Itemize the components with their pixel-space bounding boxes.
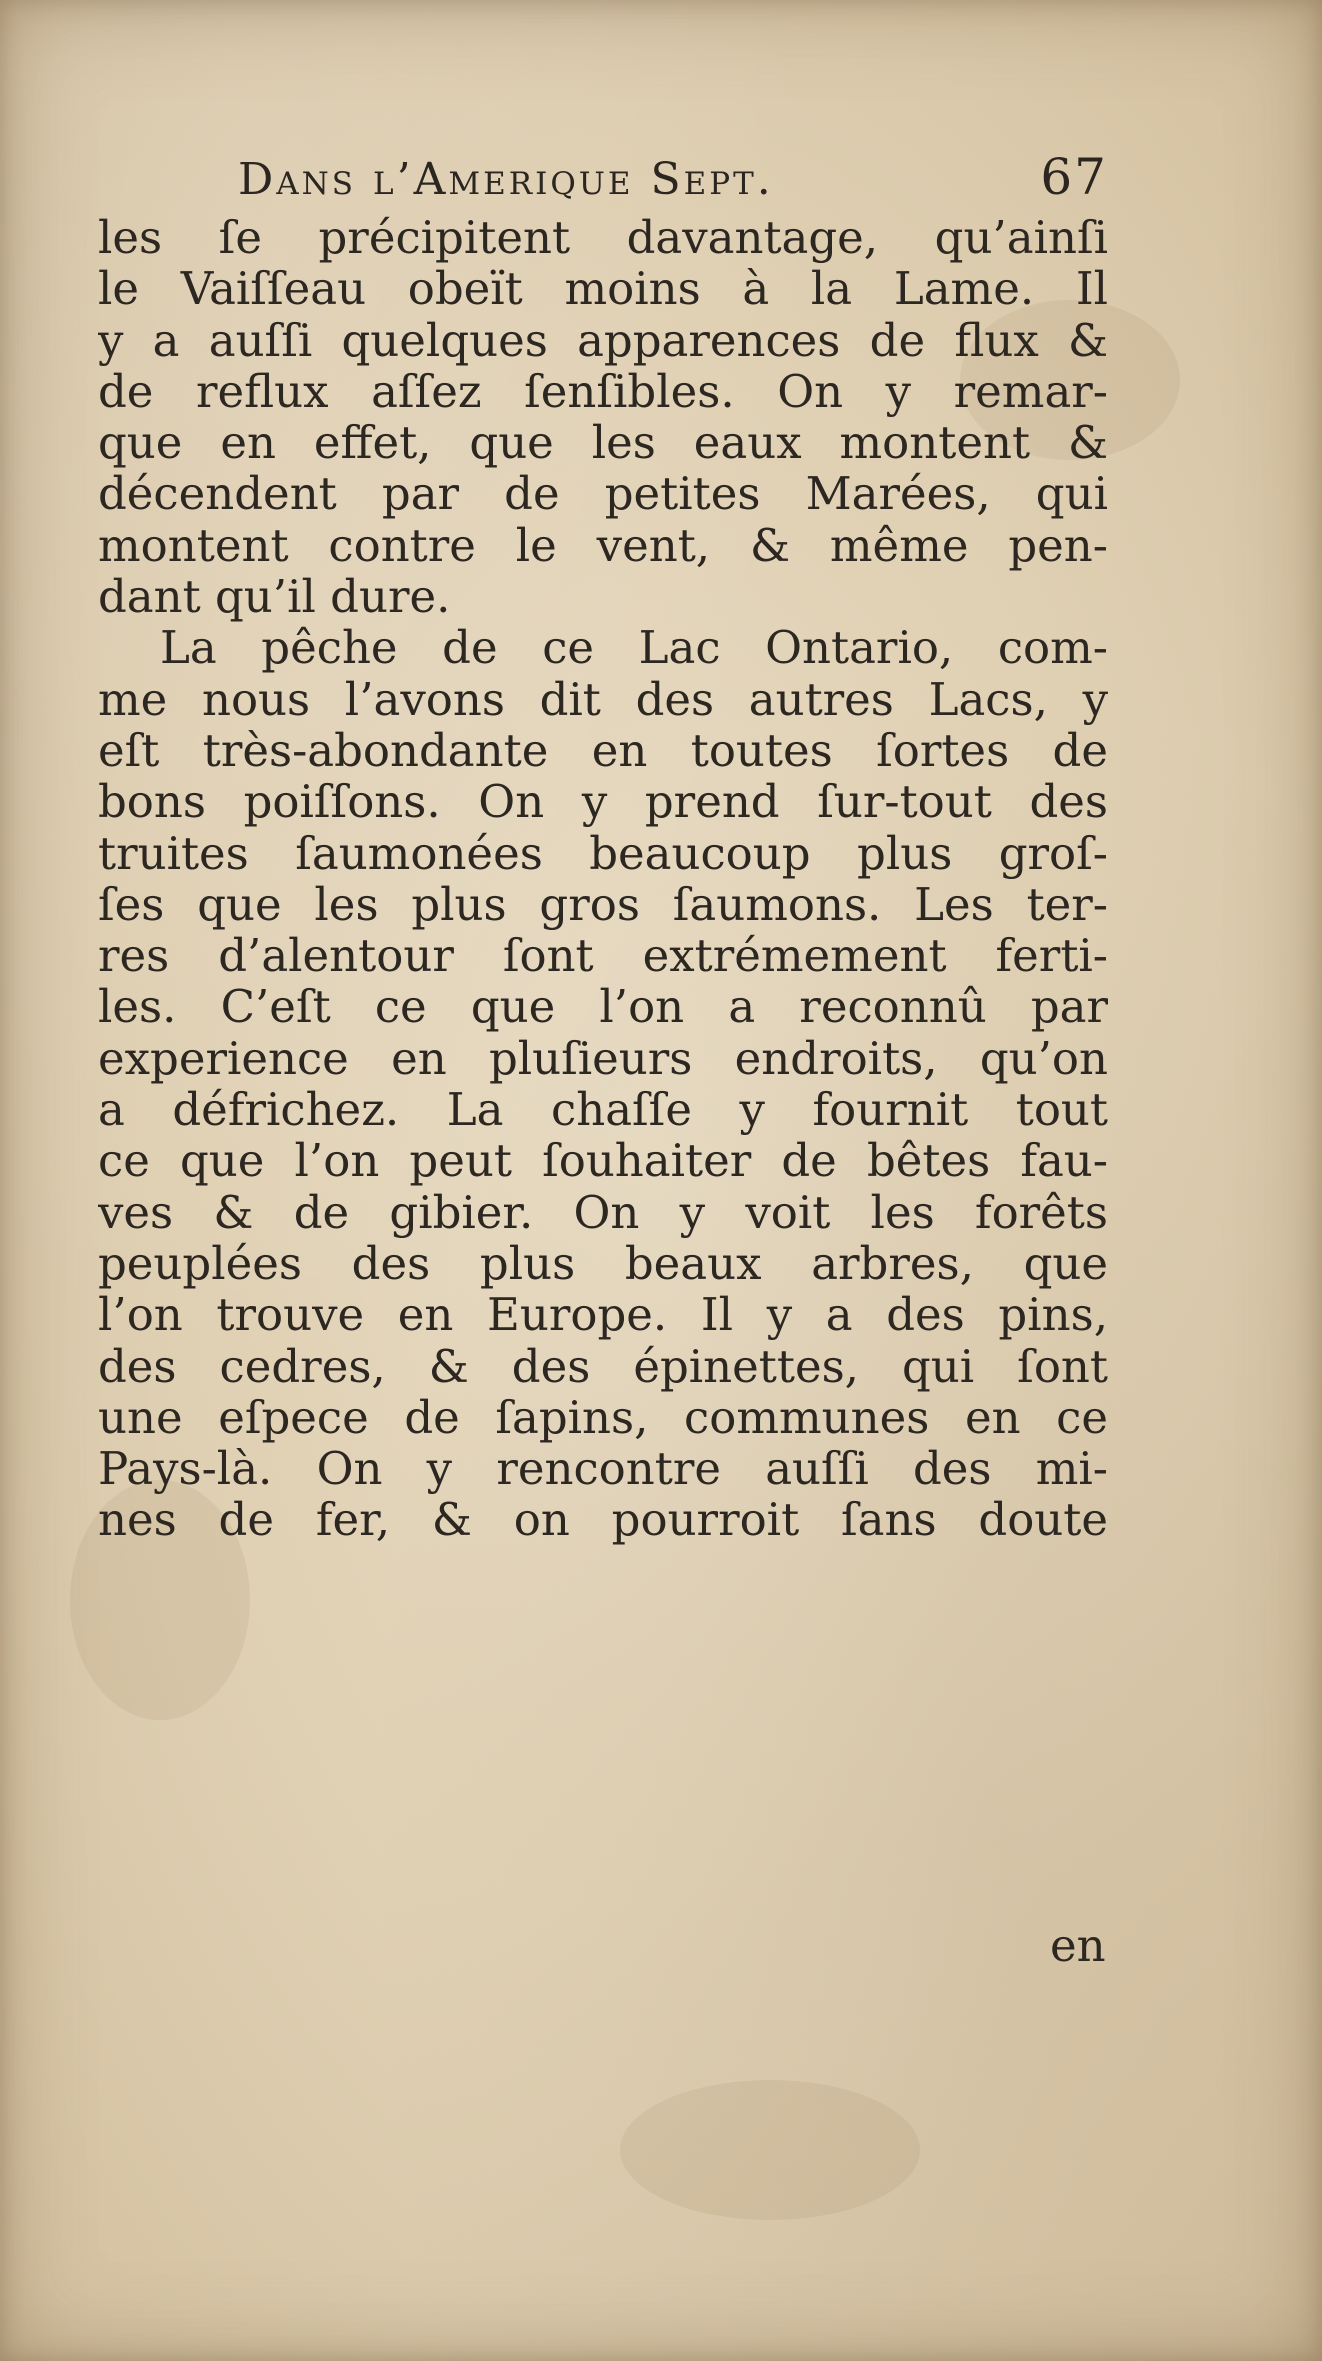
text-line: experience en pluſieurs endroits, qu’on [98,1032,1108,1085]
text-line: ves & de gibier. On y voit les forêts [98,1186,1108,1238]
text-line: nes de fer, & on pourroit ſans doute [98,1494,1108,1546]
running-head [238,148,1108,204]
text-line: les ſe précipitent davantage, qu’ainſi [98,212,1108,264]
text-line: décendent par de petites Marées, qui [98,468,1108,520]
text-line: ſes que les plus gros ſaumons. Les ter- [98,878,1108,931]
paragraph-start-line: La pêche de ce Lac Ontario, com- [160,622,1108,674]
text-line: Pays-là. On y rencontre auſſi des mi- [98,1443,1108,1495]
text-line: eſt très-abondante en toutes ſortes de [98,724,1108,777]
text-line: de reflux aſſez ſenſibles. On y remar- [98,365,1108,418]
body-text [98,212,1108,1546]
text-line: l’on trouve en Europe. Il y a des pins, [98,1289,1108,1341]
paper-stain [620,2080,920,2220]
text-line: une eſpece de ſapins, communes en ce [98,1391,1108,1444]
text-line: a défrichez. La chaſſe y fournit tout [98,1084,1108,1136]
text-line: truites ſaumonées beaucoup plus groſ- [98,827,1108,879]
text-line: le Vaiſſeau obeït moins à la Lame. Il [98,263,1108,315]
text-line: res d’alentour ſont extrémement ferti- [98,930,1108,982]
text-line: y a auſſi quelques apparences de flux & [98,314,1108,366]
paragraph-end-line: dant qu’il dure. [98,571,451,623]
catchword: en [1050,1919,1106,1972]
page-number: 67 [1040,148,1108,206]
text-line: ce que l’on peut ſouhaiter de bêtes fau- [98,1135,1108,1187]
running-head-title: Dans l’Amerique Sept. [238,154,774,205]
text-line: me nous l’avons dit des autres Lacs, y [98,673,1108,725]
text-line: bons poiſſons. On y prend ſur-tout des [98,776,1108,828]
text-line: peuplées des plus beaux arbres, que [98,1237,1108,1290]
text-line: des cedres, & des épinettes, qui ſont [98,1340,1108,1392]
text-line: montent contre le vent, & même pen- [98,519,1108,572]
text-line: les. C’eſt ce que l’on a reconnû par [98,981,1108,1033]
text-line: que en effet, que les eaux montent & [98,417,1108,469]
